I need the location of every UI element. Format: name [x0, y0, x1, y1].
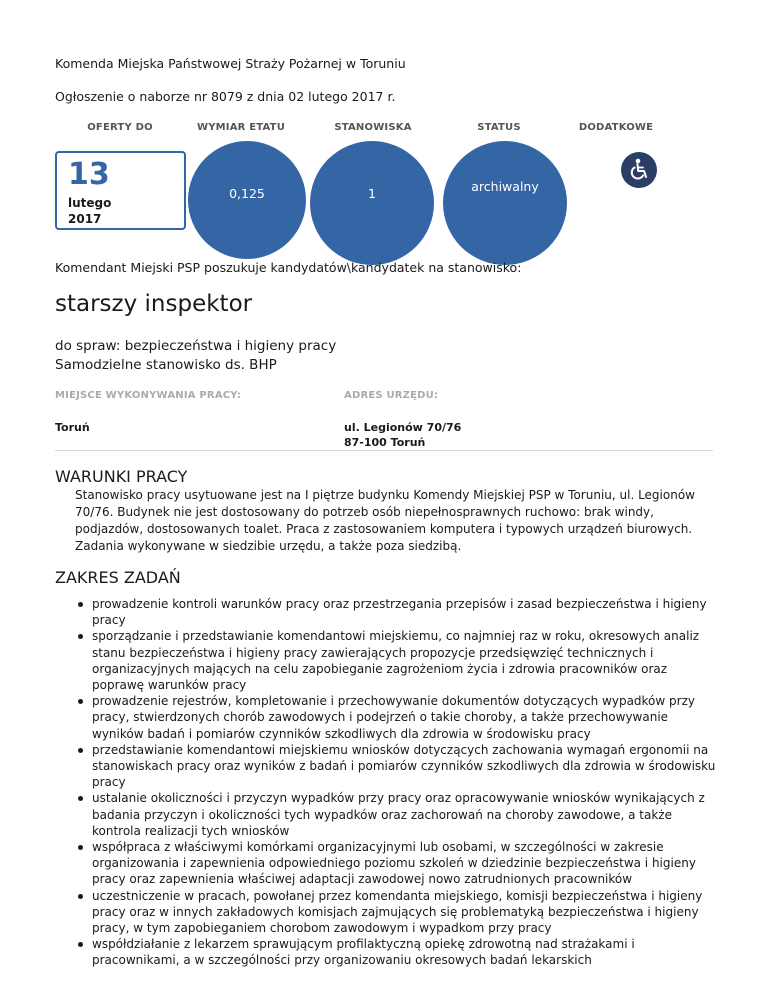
bullet-icon: [78, 894, 83, 899]
bullet-icon: [78, 699, 83, 704]
address-line-1: ul. Legionów 70/76: [344, 421, 462, 434]
work-time-value: 0,125: [229, 186, 265, 201]
list-item: współpraca z właściwymi komórkami organizacyjnymi lub osobami, w szczególności w zakresie organizowania i zapewnienia odpowiedniego poziomu szkoleń w dziedzinie bezpieczeństwa i higieny pracy oraz zapewnienia właściwej adaptacji zawodowej nowo zatrudnionych pracowników: [75, 839, 720, 888]
deadline-month: lutego: [68, 196, 112, 210]
intro-text: Komendant Miejski PSP poszukuje kandydatów\kandydatek na stanowisko:: [55, 260, 522, 275]
status-circle: [443, 141, 567, 265]
job-title: starszy inspektor: [55, 291, 253, 317]
wheelchair-icon: [621, 152, 657, 188]
status-label: STATUS: [477, 122, 521, 133]
bullet-icon: [78, 796, 83, 801]
bullet-icon: [78, 845, 83, 850]
announcement-title: Ogłoszenie o naborze nr 8079 z dnia 02 lutego 2017 r.: [55, 89, 396, 104]
place-value: Toruń: [55, 421, 90, 434]
bullet-icon: [78, 634, 83, 639]
list-item: uczestniczenie w pracach, powołanej przez komendanta miejskiego, komisji bezpieczeństwa i higieny pracy oraz w innych zakładowych komisjach zajmujących się problematyką bezpieczeństwa i higieny pracy, w tym zapobieganiem chorobom zawodowym i wypadkom przy pracy: [75, 888, 720, 937]
tasks-list: [75, 596, 720, 969]
bullet-icon: [78, 602, 83, 607]
work-time-circle: [188, 141, 306, 259]
list-item: prowadzenie rejestrów, kompletowanie i przechowywanie dokumentów dotyczących wypadków przy pracy, stwierdzonych chorób zawodowych i podejrzeń o takie choroby, a także przechowywanie wyników badań i pomiarów czynników szkodliwych dla zdrowia w środowisku pracy: [75, 693, 720, 742]
address-label: ADRES URZĘDU:: [344, 390, 439, 401]
bullet-icon: [78, 942, 83, 947]
positions-circle: [310, 141, 434, 265]
deadline-day: 13: [68, 157, 110, 192]
institution-name: Komenda Miejska Państwowej Straży Pożarnej w Toruniu: [55, 56, 406, 71]
place-label: MIEJSCE WYKONYWANIA PRACY:: [55, 390, 242, 401]
list-item: współdziałanie z lekarzem sprawującym profilaktyczną opiekę zdrowotną nad strażakami i pracownikami, a w szczególności przy organizowaniu okresowych badań lekarskich: [75, 936, 720, 968]
address-line-2: 87-100 Toruń: [344, 436, 426, 449]
job-field: do spraw: bezpieczeństwa i higieny pracy: [55, 338, 337, 354]
additional-label: DODATKOWE: [578, 122, 654, 133]
positions-label: STANOWISKA: [334, 122, 412, 133]
conditions-heading: WARUNKI PRACY: [55, 467, 188, 486]
offers-until-label: OFERTY DO: [87, 122, 153, 133]
deadline-date-box: [55, 151, 186, 230]
list-item: sporządzanie i przedstawianie komendantowi miejskiemu, co najmniej raz w roku, okresowych analiz stanu bezpieczeństwa i higieny pracy zawierających propozycje przedsięwzięć technicznych i organizacyjnych mających na celu zapobieganie zagrożeniom życia i zdrowia pracowników oraz poprawę warunków pracy: [75, 628, 720, 693]
list-item: przedstawianie komendantowi miejskiemu wniosków dotyczących zachowania wymagań ergonomii na stanowiskach pracy oraz wyników z badań i pomiarów czynników szkodliwych dla zdrowia w środowisku pracy: [75, 742, 720, 791]
conditions-text: Stanowisko pracy usytuowane jest na I piętrze budynku Komendy Miejskiej PSP w Toruniu, ul. Legionów 70/76. Budynek nie jest dostosowany do potrzeb osób niepełnosprawnych ruchowo: brak windy, podjazdów, dostosowanych toalet. Praca z zastosowaniem komputera i typowych urządzeń biurowych. Zadania wykonywane w siedzibie urzędu, a także poza siedzibą.: [75, 488, 695, 553]
list-item: prowadzenie kontroli warunków pracy oraz przestrzegania przepisów i zasad bezpieczeństwa i higieny pracy: [75, 596, 720, 628]
list-item: ustalanie okoliczności i przyczyn wypadków przy pracy oraz opracowywanie wniosków wynikających z badania przyczyn i okoliczności tych wypadków oraz zachorowań na choroby zawodowe, a także kontrola realizacji tych wniosków: [75, 790, 720, 839]
job-unit: Samodzielne stanowisko ds. BHP: [55, 357, 277, 373]
deadline-year: 2017: [68, 212, 102, 226]
divider: [55, 450, 713, 451]
positions-value: 1: [368, 186, 376, 201]
status-value: archiwalny: [471, 179, 539, 194]
tasks-heading: ZAKRES ZADAŃ: [55, 568, 181, 587]
work-time-label: WYMIAR ETATU: [196, 122, 286, 133]
bullet-icon: [78, 748, 83, 753]
